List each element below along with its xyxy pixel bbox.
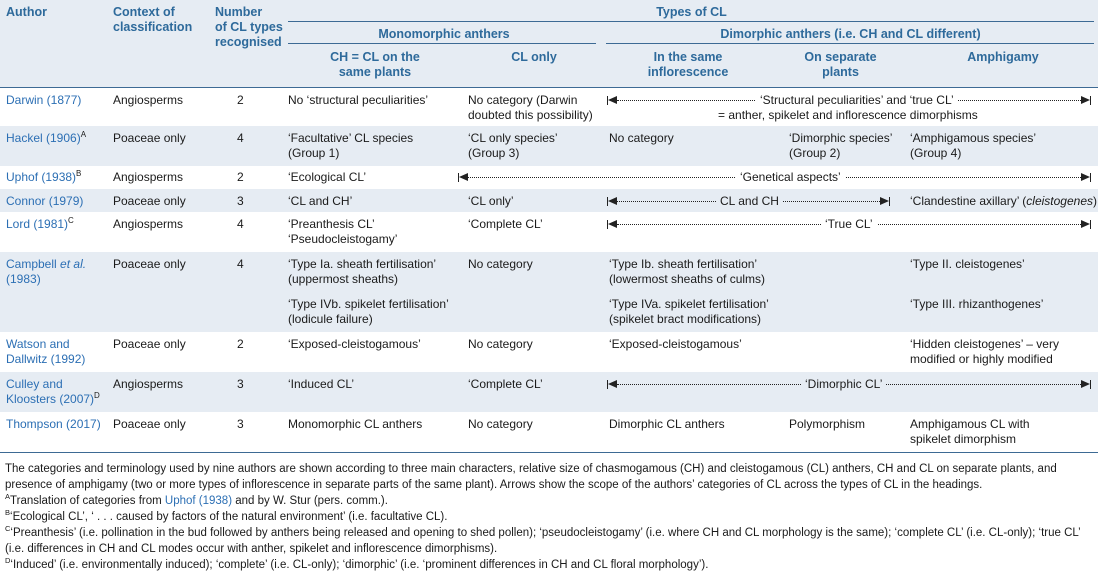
ch-eq-cl-lord-line1: ‘Preanthesis CL’ [288,217,375,231]
author-watson-line2[interactable]: Dallwitz (1992) [6,352,86,366]
header-number-line2: of CL types [215,20,283,34]
cl-only-darwin-line1: No category (Darwin [468,93,578,107]
number-culley: 3 [237,377,244,391]
ch-eq-cl-campbell-a-line1: ‘Type Ia. sheath fertilisation’ [288,257,437,271]
same-infl-campbell-a-line2: (lowermost sheaths of culms) [609,272,766,286]
ch-eq-cl-campbell-a-line2: (uppermost sheaths) [288,272,399,286]
header-number-line1: Number [215,5,263,19]
separate-hackel-line1: ‘Dimorphic species’ [789,131,893,145]
header-amphigamy: Amphigamy [967,50,1039,64]
header-rule-dimorphic [606,43,1094,44]
header-number-line3: recognised [215,35,282,49]
amphigamy-hackel-line1: ‘Amphigamous species’ [910,131,1037,145]
author-campbell-line2[interactable]: (1983) [6,272,41,286]
amphigamy-watson-line2: modified or highly modified [910,352,1053,366]
amphigamy-thompson-line1: Amphigamous CL with [910,417,1030,431]
context-campbell: Poaceae only [113,257,186,271]
context-thompson: Poaceae only [113,417,186,431]
footnote-a-link[interactable]: Uphof (1938) [164,495,233,507]
ch-eq-cl-watson: ‘Exposed-cleistogamous’ [288,337,421,351]
author-uphof[interactable]: Uphof $(1938)^B$ [6,169,82,184]
number-connor: 3 [237,194,244,208]
same-infl-campbell-a-line1: ‘Type Ib. sheath fertilisation’ [609,257,758,271]
header-separate-line1: On separate [804,50,877,64]
footnote-a: $^A$Translation of categories from Uphof (1938) and by W. Stur (pers. comm.). [5,492,388,507]
number-darwin: 2 [237,93,244,107]
context-lord: Angiosperms [113,217,184,231]
author-culley-line2[interactable]: Kloosters $(2007)^D$ [6,391,100,406]
footnote-d: $^D$‘Induced’ (i.e. environmentally induced); ‘complete’ (i.e. CL-only); ‘dimorphic’ (i.e. ‘prominent differences in CH and CL floral morphology’). [5,556,709,571]
author-watson-line1[interactable]: Watson and [6,337,70,351]
context-uphof: Angiosperms [113,170,184,184]
span-connor: CL and CH [716,194,783,209]
ch-eq-cl-darwin: No ‘structural peculiarities’ [288,93,429,107]
header-same-infl-line2: inflorescence [647,65,729,79]
author-campbell-line1[interactable]: Campbell et al. [6,257,87,271]
header-dimorphic: Dimorphic anthers (i.e. CH and CL different) [720,27,981,41]
amphigamy-connor: ‘Clandestine axillary’ (cleistogenes) [910,194,1097,208]
header-same-infl-line1: In the same [653,50,723,64]
amphigamy-campbell-b: ‘Type III. rhizanthogenes’ [910,297,1044,311]
header-cl-only: CL only [511,50,557,64]
cl-only-thompson: No category [468,417,533,431]
ch-eq-cl-campbell-b-line1: ‘Type IVb. spikelet fertilisation’ [288,297,449,311]
same-infl-watson: ‘Exposed-cleistogamous’ [609,337,742,351]
context-connor: Poaceae only [113,194,186,208]
header-context-line1: Context of [113,5,175,19]
caption-line2: presence of amphigamy (two or more types of inflorescence in separate parts of the same plant). Arrows show the scope of the authors’ categories of CL across the types of CL in the headings. [5,479,983,491]
ch-eq-cl-uphof: ‘Ecological CL’ [288,170,367,184]
context-culley: Angiosperms [113,377,184,391]
span-darwin-line2: = anther, spikelet and inflorescence dimorphisms [718,108,978,122]
author-connor[interactable]: Connor (1979) [6,194,84,208]
same-infl-hackel: No category [609,131,674,145]
same-infl-campbell-b-line2: (spikelet bract modifications) [609,312,762,326]
number-watson: 2 [237,337,244,351]
header-bottom-rule [0,87,1098,88]
amphigamy-hackel-line2: (Group 4) [910,146,962,160]
separate-thompson: Polymorphism [789,417,866,431]
cl-only-campbell: No category [468,257,533,271]
author-lord[interactable]: Lord $(1981)^C$ [6,216,74,231]
amphigamy-campbell-a: ‘Type II. cleistogenes’ [910,257,1025,271]
number-uphof: 2 [237,170,244,184]
span-culley: ‘Dimorphic CL’ [801,377,886,392]
span-darwin-line1: ‘Structural peculiarities’ and ‘true CL’ [756,93,958,108]
cl-only-culley: ‘Complete CL’ [468,377,543,391]
ch-eq-cl-lord-line2: ‘Pseudocleistogamy’ [288,232,398,246]
author-culley-line1[interactable]: Culley and [6,377,63,391]
footnote-c-line2: (i.e. differences in CH and CL modes occur with anther, spikelet and inflorescence dimorphisms). [5,543,498,555]
header-author: Author [6,5,47,19]
ch-eq-cl-campbell-b-line2: (lodicule failure) [288,312,373,326]
context-watson: Poaceae only [113,337,186,351]
author-thompson[interactable]: Thompson (2017) [6,417,101,431]
header-rule-monomorphic [288,43,596,44]
ch-eq-cl-hackel-line2: (Group 1) [288,146,340,160]
header-ch-eq-cl-line1: CH = CL on the [330,50,420,64]
ch-eq-cl-hackel-line1: ‘Facultative’ CL species [288,131,414,145]
span-uphof: ‘Genetical aspects’ [736,170,845,185]
caption-line1: The categories and terminology used by nine authors are shown according to three main characters, relative size of chasmogamous (CH) and cleistogamous (CL) anthers, CH and CL on separate plants, and [5,463,1057,475]
footnote-c-line1: $^C$‘Preanthesis’ (i.e. pollination in the bud followed by anthers being released and opening to shed pollen); ‘pseudocleistogamy’ (i.e. where CH and CL morphology is the same); ‘complete CL’ (i.e. CL-only); ‘true CL’ [5,524,1081,539]
same-infl-campbell-b-line1: ‘Type IVa. spikelet fertilisation’ [609,297,769,311]
number-hackel: 4 [237,131,244,145]
header-separate-line2: plants [822,65,859,79]
ch-eq-cl-thompson: Monomorphic CL anthers [288,417,423,431]
context-hackel: Poaceae only [113,131,186,145]
amphigamy-thompson-line2: spikelet dimorphism [910,432,1017,446]
cl-only-watson: No category [468,337,533,351]
cl-only-connor: ‘CL only’ [468,194,514,208]
table-bottom-rule [0,452,1098,453]
author-darwin[interactable]: Darwin (1877) [6,93,82,107]
cl-only-darwin-line2: doubted this possibility) [468,108,593,122]
cl-only-hackel-line2: (Group 3) [468,146,520,160]
header-context-line2: classification [113,20,193,34]
cl-only-lord: ‘Complete CL’ [468,217,543,231]
footnote-b: $^B$‘Ecological CL’, ‘ . . . caused by factors of the natural environment’ (i.e. facultative CL). [5,508,448,523]
header-ch-eq-cl-line2: same plants [338,65,412,79]
same-infl-thompson: Dimorphic CL anthers [609,417,725,431]
number-campbell: 4 [237,257,244,271]
ch-eq-cl-culley: ‘Induced CL’ [288,377,355,391]
number-thompson: 3 [237,417,244,431]
header-monomorphic: Monomorphic anthers [378,27,510,41]
amphigamy-watson-line1: ‘Hidden cleistogenes’ – very [910,337,1059,351]
separate-hackel-line2: (Group 2) [789,146,841,160]
ch-eq-cl-connor: ‘CL and CH’ [288,194,353,208]
header-rule-types [288,21,1094,22]
number-lord: 4 [237,217,244,231]
author-hackel[interactable]: Hackel $(1906)^A$ [6,130,87,145]
cl-only-hackel-line1: ‘CL only species’ [468,131,558,145]
span-lord: ‘True CL’ [821,217,877,232]
context-darwin: Angiosperms [113,93,184,107]
header-types-of-cl: Types of CL [656,5,727,19]
